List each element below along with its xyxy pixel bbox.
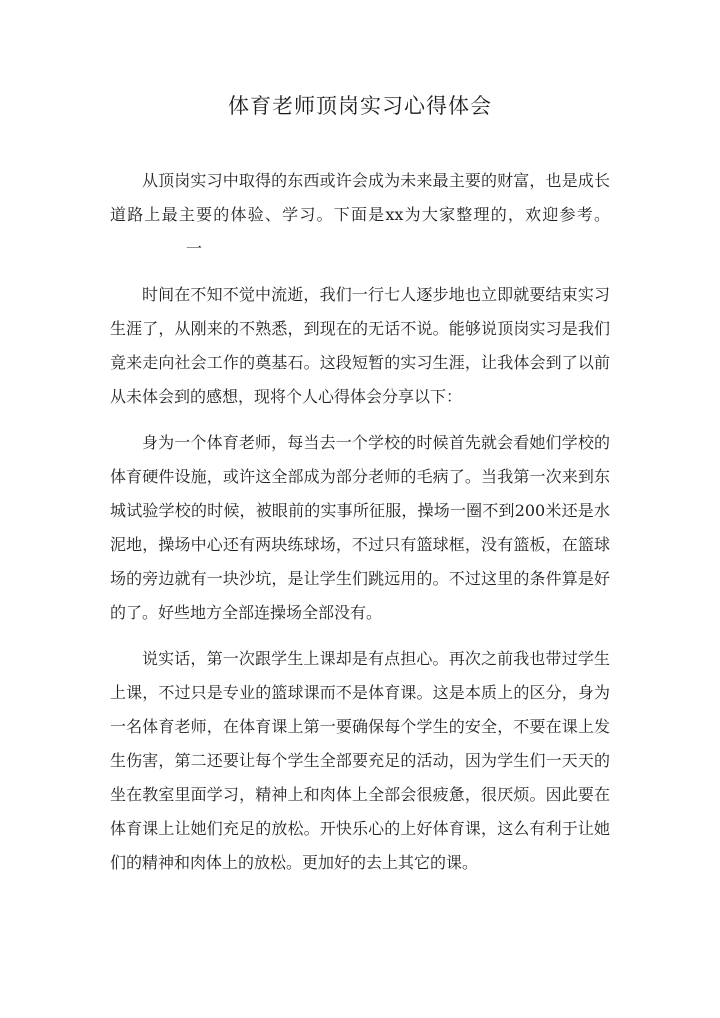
intro-paragraph [110, 164, 610, 266]
body-paragraph-2: 身为一个体育老师，每当去一个学校的时候首先就会看她们学校的体育硬件设施，或许这全部成为部分老师的毛病了。当我第一次来到东城试验学校的时候，被眼前的实事所征服，操场一圈不到200米还是水泥地，操场中心还有两块练球场，不过只有篮球框，没有篮板，在篮球场的旁边就有一块沙坑，是让学生们跳远用的。不过这里的条件算是好的了。好些地方全部连操场全部没有。 [110, 433, 610, 622]
document-body [110, 164, 610, 892]
intro-text: 从顶岗实习中取得的东西或许会成为未来最主要的财富，也是成长道路上最主要的体验、学习。下面是xx为大家整理的，欢迎参考。 [110, 171, 610, 224]
body-paragraph-1: 时间在不知不觉中流逝，我们一行七人逐步地也立即就要结束实习生涯了，从刚来的不熟悉，到现在的无话不说。能够说顶岗实习是我们竟来走向社会工作的奠基石。这段短暂的实习生涯，让我体会到了以前从未体会到的感想，现将个人心得体会分享以下： [110, 285, 610, 406]
document-title: 体育老师顶岗实习心得体会 [228, 94, 492, 118]
body-paragraph-3: 说实话，第一次跟学生上课却是有点担心。再次之前我也带过学生上课，不过只是专业的篮球课而不是体育课。这是本质上的区分，身为一名体育老师，在体育课上第一要确保每个学生的安全，不要在课上发生伤害，第二还要让每个学生全部要充足的活动，因为学生们一天天的坐在教室里面学习，精神上和肉体上全部会很疲惫，很厌烦。因此要在体育课上让她们充足的放松。开快乐心的上好体育课，这么有利于让她们的精神和肉体上的放松。更加好的去上其它的课。 [110, 649, 610, 872]
section-marker: 一 [186, 239, 203, 258]
